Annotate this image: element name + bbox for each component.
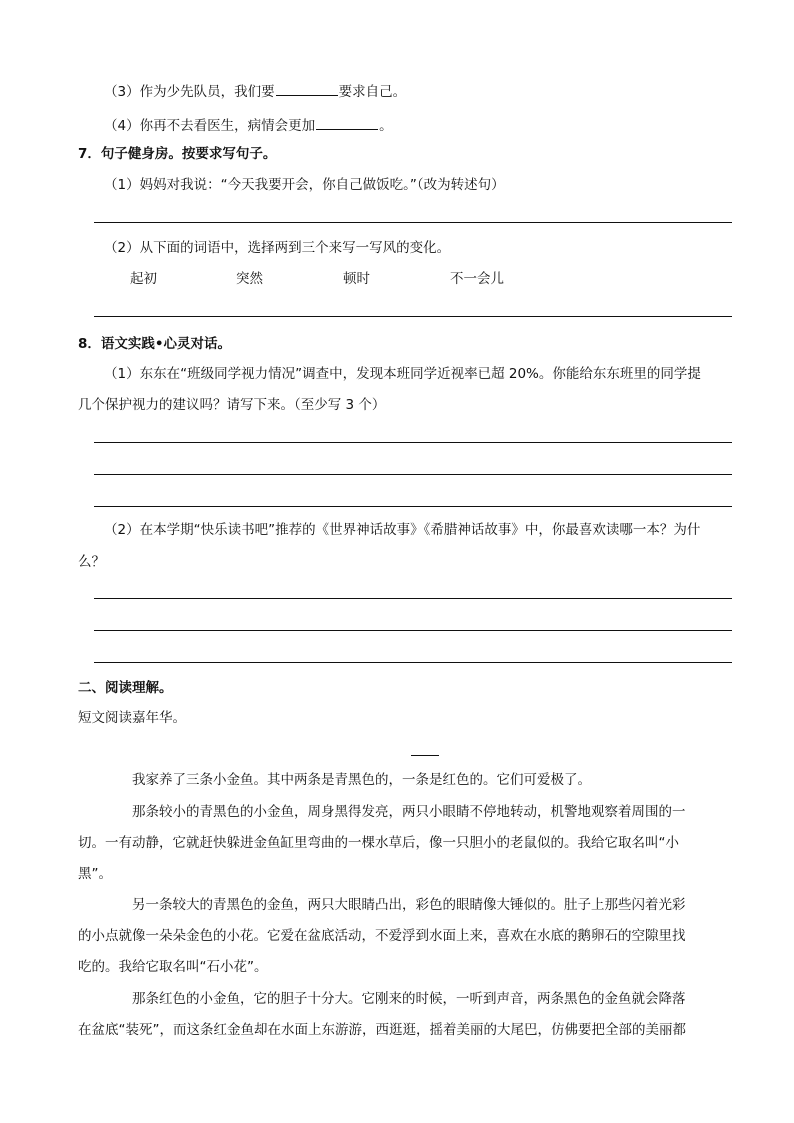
passage-p3-line1: 另一条较大的青黑色的金鱼，两只大眼睛凸出，彩色的眼睛像大锤似的。肚子上那些闪着光彩	[132, 897, 686, 913]
q7-word-2: 突然	[236, 271, 263, 287]
q7-word-1: 起初	[130, 271, 157, 287]
q8-item1-line1: （1）东东在“班级同学视力情况”调查中，发现本班同学近视率已超 20%。你能给东东班里的同学提	[104, 366, 701, 382]
passage-p3-line3: 吃的。我给它取名叫“石小花”。	[78, 959, 268, 975]
passage-p4-line1: 那条红色的小金鱼，它的胆子十分大。它刚来的时候，一听到声音，两条黑色的金鱼就会降落	[132, 991, 686, 1007]
q7-item2-answer-line[interactable]	[94, 316, 732, 317]
passage-p3-line2: 的小点就像一朵朵金色的小花。它爱在盆底活动，不爱浮到水面上来，喜欢在水底的鹅卵石的空隙里找	[78, 928, 686, 944]
passage-p2-line2: 切。一有动静，它就赶快躲进金鱼缸里弯曲的一棵水草后，像一只胆小的老鼠似的。我给它取名叫“小	[78, 835, 679, 851]
q8-item2-answer-line-2[interactable]	[94, 630, 732, 631]
q8-item2-line1: （2）在本学期“快乐读书吧”推荐的《世界神话故事》《希腊神话故事》中，你最喜欢读哪一本？为什	[104, 522, 701, 538]
q6-item3	[104, 82, 406, 101]
passage-p2-line1: 那条较小的青黑色的小金鱼，周身黑得发亮，两只小眼睛不停地转动，机警地观察着周围的一	[132, 804, 686, 820]
q8-item1-answer-line-2[interactable]	[94, 474, 732, 475]
q6-item4-text-a: （4）你再不去看医生，病情会更加	[104, 118, 316, 134]
q8-item2-answer-line-1[interactable]	[94, 598, 732, 599]
q7-item1-answer-line[interactable]	[94, 222, 732, 223]
q8-item2-answer-line-3[interactable]	[94, 662, 732, 663]
q7-item1: （1）妈妈对我说：“今天我要开会，你自己做饭吃。”（改为转述句）	[104, 177, 505, 193]
q6-item4	[104, 116, 393, 135]
passage-title-blank[interactable]	[411, 755, 439, 756]
passage-p1: 我家养了三条小金鱼。其中两条是青黑色的，一条是红色的。它们可爱极了。	[132, 772, 591, 788]
q6-item3-text-a: （3）作为少先队员，我们要	[104, 84, 275, 100]
q7-word-3: 顿时	[343, 271, 370, 287]
passage-p4-line2: 在盆底“装死”，而这条红金鱼却在水面上东游游，西逛逛，摇着美丽的大尾巴，仿佛要把全部的美丽都	[78, 1022, 686, 1038]
q6-item4-blank[interactable]	[316, 116, 378, 130]
q6-item3-text-b: 要求自己。	[338, 84, 407, 100]
q7-item2: （2）从下面的词语中，选择两到三个来写一写风的变化。	[104, 240, 451, 256]
section2-subheading: 短文阅读嘉年华。	[78, 710, 186, 726]
q7-heading: 7．句子健身房。按要求写句子。	[78, 146, 277, 162]
q8-item1-line2: 几个保护视力的建议吗？请写下来。（至少写 3 个）	[78, 397, 386, 413]
q6-item4-text-b: 。	[379, 118, 393, 134]
section2-heading: 二、阅读理解。	[78, 680, 173, 696]
q8-heading: 8．语文实践•心灵对话。	[78, 336, 232, 352]
passage-p2-line3: 黑”。	[78, 866, 112, 882]
q7-word-4: 不一会儿	[450, 271, 504, 287]
q6-item3-blank[interactable]	[276, 82, 338, 96]
q8-item2-line2: 么？	[78, 554, 105, 570]
q8-item1-answer-line-1[interactable]	[94, 442, 732, 443]
q8-item1-answer-line-3[interactable]	[94, 506, 732, 507]
